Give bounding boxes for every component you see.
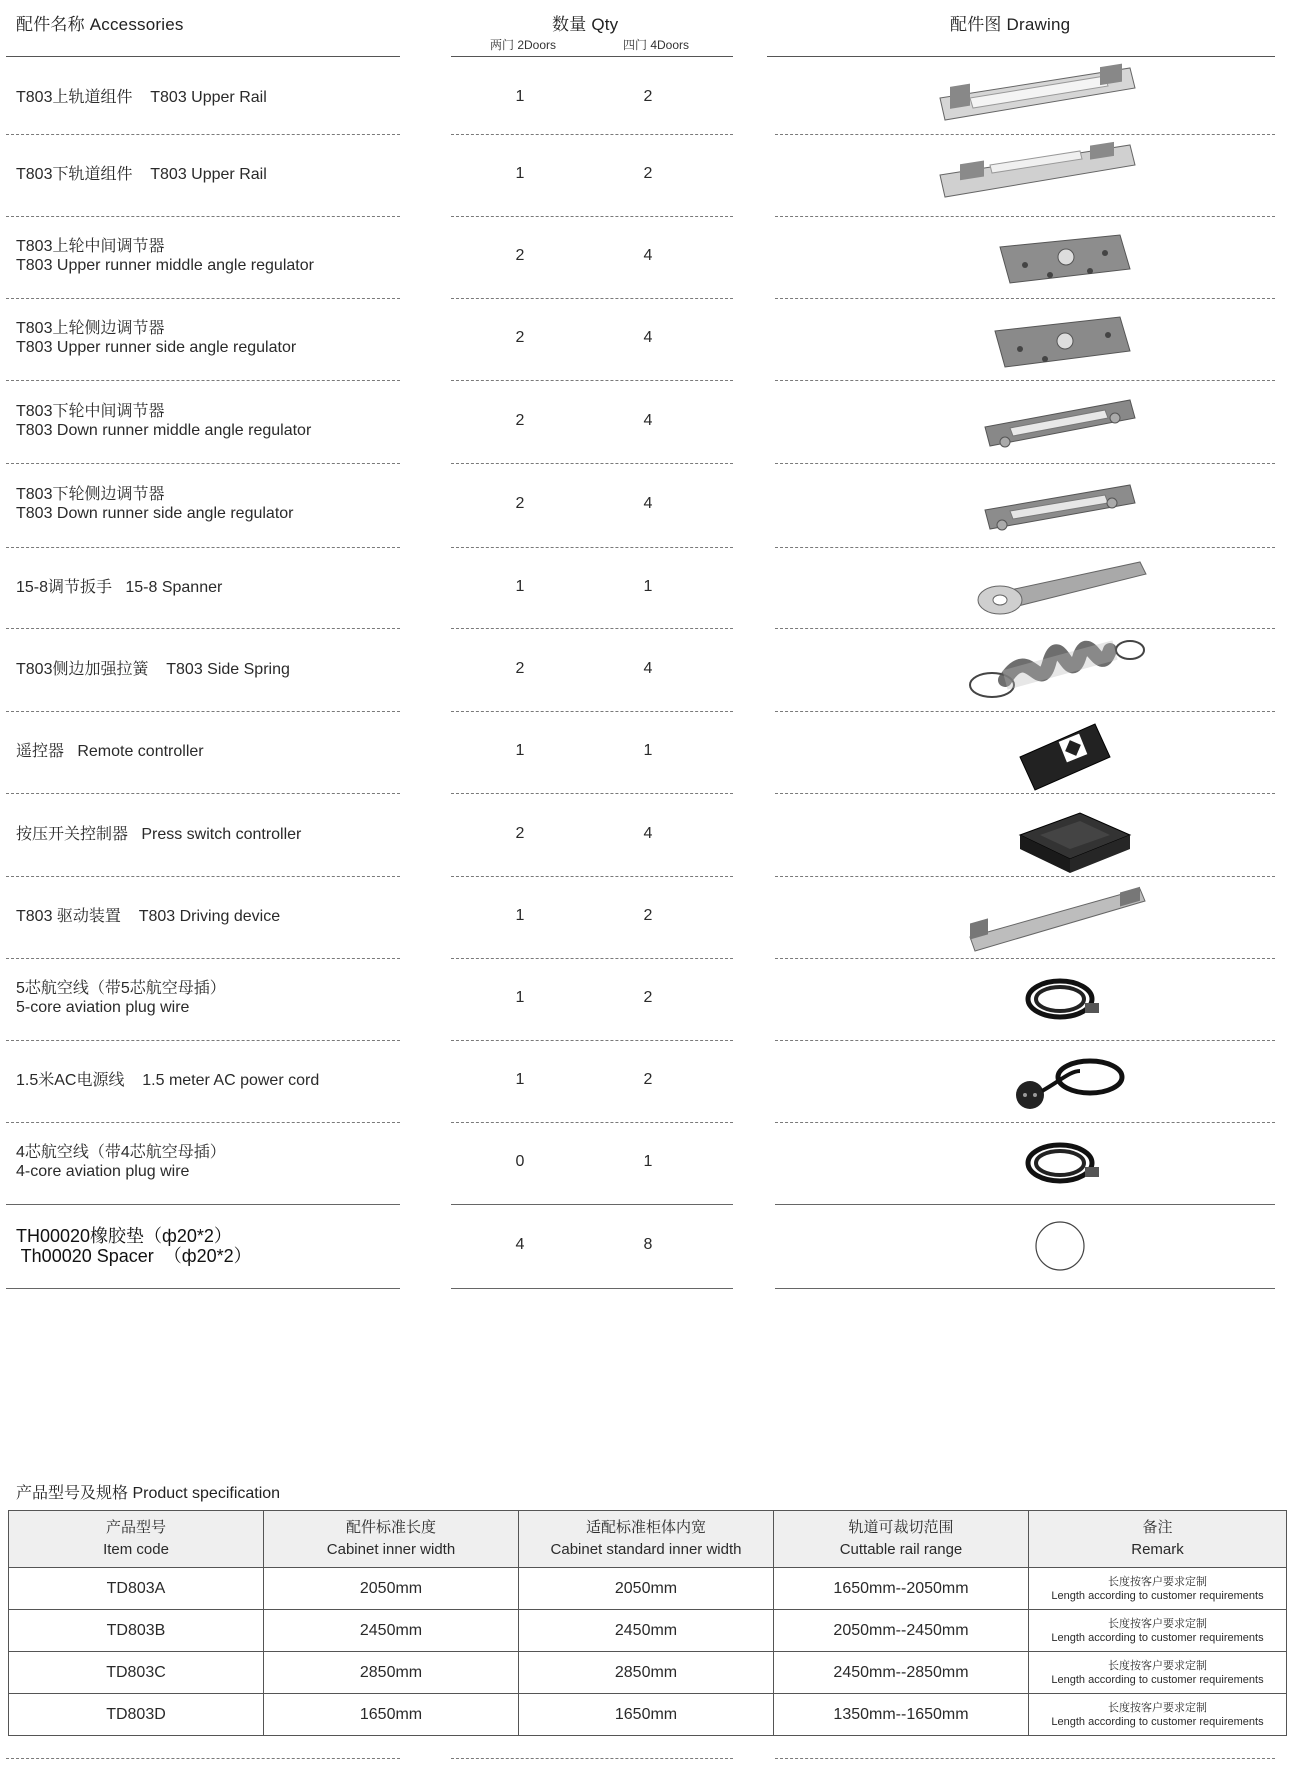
list-item bbox=[0, 628, 1300, 711]
row-separator-middle bbox=[451, 1288, 733, 1289]
cell-code: TD803B bbox=[9, 1610, 264, 1652]
spec-header-item-code: 产品型号 Item code bbox=[9, 1511, 264, 1568]
qty-four-doors: 1 bbox=[643, 1153, 653, 1170]
accessory-name bbox=[16, 578, 222, 597]
power-cord-icon bbox=[930, 1041, 1190, 1121]
upper-side-regulator-icon bbox=[930, 299, 1190, 379]
qty-four-doors: 1 bbox=[643, 742, 653, 759]
list-item bbox=[0, 711, 1300, 793]
qty-two-doors: 0 bbox=[515, 1153, 525, 1170]
spec-table bbox=[8, 1510, 1287, 1736]
qty-four-doors: 4 bbox=[643, 411, 653, 429]
accessory-name-en: T803 Upper runner middle angle regulator bbox=[16, 257, 314, 274]
qty-four-doors: 2 bbox=[643, 907, 653, 924]
accessory-name-cn: 15-8调节扳手 15-8 Spanner bbox=[16, 578, 223, 596]
accessory-name-cn: T803下轨道组件 T803 Upper Rail bbox=[16, 166, 267, 183]
header-rule-middle bbox=[451, 56, 733, 57]
upper-rail-icon bbox=[930, 58, 1190, 138]
cell-width: 2450mm bbox=[519, 1610, 774, 1652]
bottom-dash-middle bbox=[451, 1758, 733, 1759]
accessory-name bbox=[16, 88, 267, 107]
accessory-name bbox=[16, 319, 296, 357]
qty-four-doors: 1 bbox=[643, 577, 653, 595]
qty-two-doors: 1 bbox=[515, 742, 525, 759]
list-item bbox=[0, 876, 1300, 958]
remote-controller-icon bbox=[930, 712, 1190, 792]
accessory-name-cn: 按压开关控制器 Press switch controller bbox=[16, 825, 302, 843]
accessory-name-cn: T803下轮侧边调节器 bbox=[16, 486, 165, 503]
drawing-header: 配件图 Drawing bbox=[950, 15, 1071, 34]
qty-two-doors: 1 bbox=[515, 989, 525, 1006]
cell-remark: 长度按客户要求定制 Length according to customer requirements bbox=[1029, 1694, 1287, 1736]
list-item bbox=[0, 298, 1300, 380]
accessory-name bbox=[16, 237, 314, 275]
list-item bbox=[0, 1204, 1300, 1288]
qty-two-doors: 1 bbox=[515, 88, 525, 105]
list-item bbox=[0, 793, 1300, 876]
accessory-name bbox=[16, 1143, 226, 1181]
qty-two-doors: 2 bbox=[515, 824, 525, 842]
accessory-name-en: Th00020 Spacer （ф20*2） bbox=[16, 1246, 252, 1266]
accessory-name bbox=[16, 485, 294, 523]
bottom-dash-left bbox=[6, 1758, 400, 1759]
accessory-name-cn: T803上轨道组件 T803 Upper Rail bbox=[16, 89, 267, 106]
qty-four-doors: 4 bbox=[643, 659, 653, 677]
list-item bbox=[0, 216, 1300, 298]
cell-width: 1650mm bbox=[519, 1694, 774, 1736]
accessory-name bbox=[16, 402, 311, 440]
cell-width: 2050mm bbox=[519, 1568, 774, 1610]
accessory-name-cn: T803侧边加强拉簧 T803 Side Spring bbox=[16, 660, 290, 678]
qty-four-doors: 2 bbox=[643, 88, 653, 105]
four-doors-header: 四门 4Doors bbox=[623, 38, 690, 52]
cable-coil-icon bbox=[930, 1123, 1190, 1203]
qty-four-doors: 4 bbox=[643, 495, 653, 512]
two-doors-header: 两门 2Doors bbox=[490, 38, 557, 52]
header-rule-right bbox=[767, 56, 1275, 57]
accessory-name-en: T803 Upper runner side angle regulator bbox=[16, 339, 297, 356]
spec-header-range: 轨道可裁切范围 Cuttable rail range bbox=[774, 1511, 1029, 1568]
spacer-ring-icon bbox=[930, 1206, 1190, 1286]
cable-coil-icon bbox=[930, 959, 1190, 1039]
row-separator-left bbox=[6, 1288, 400, 1289]
cell-range: 1350mm--1650mm bbox=[774, 1694, 1029, 1736]
lower-rail-icon bbox=[930, 135, 1190, 215]
qty-two-doors: 2 bbox=[515, 411, 525, 429]
accessory-name bbox=[16, 165, 267, 184]
accessories-header: 配件名称 Accessories bbox=[16, 15, 184, 34]
qty-two-doors: 1 bbox=[515, 1071, 525, 1088]
header-rule-left bbox=[6, 56, 400, 57]
driving-device-icon bbox=[930, 877, 1190, 957]
list-item bbox=[0, 62, 1300, 134]
accessory-name-en: T803 Down runner side angle regulator bbox=[16, 505, 294, 522]
cell-length: 1650mm bbox=[264, 1694, 519, 1736]
qty-two-doors: 2 bbox=[515, 495, 525, 512]
qty-two-doors: 2 bbox=[515, 659, 525, 677]
cell-width: 2850mm bbox=[519, 1652, 774, 1694]
accessory-name-cn: T803上轮中间调节器 bbox=[16, 238, 165, 255]
accessory-name-cn: T803下轮中间调节器 bbox=[16, 402, 165, 420]
qty-two-doors: 2 bbox=[515, 247, 525, 264]
list-item bbox=[0, 547, 1300, 628]
spec-header-remark: 备注 Remark bbox=[1029, 1511, 1287, 1568]
spring-icon bbox=[930, 630, 1190, 710]
upper-middle-regulator-icon bbox=[930, 217, 1190, 297]
qty-four-doors: 4 bbox=[643, 824, 653, 842]
qty-four-doors: 2 bbox=[643, 989, 653, 1006]
cell-remark: 长度按客户要求定制 Length according to customer requirements bbox=[1029, 1568, 1287, 1610]
cell-length: 2450mm bbox=[264, 1610, 519, 1652]
accessory-name-en: 5-core aviation plug wire bbox=[16, 999, 190, 1016]
list-item bbox=[0, 1122, 1300, 1204]
spec-header-row bbox=[9, 1511, 1287, 1568]
qty-two-doors: 1 bbox=[515, 907, 525, 924]
accessory-name bbox=[16, 907, 280, 926]
table-row bbox=[9, 1568, 1287, 1610]
accessory-name-cn: T803 驱动装置 T803 Driving device bbox=[16, 908, 281, 925]
cell-range: 1650mm--2050mm bbox=[774, 1568, 1029, 1610]
accessory-name bbox=[16, 979, 226, 1017]
qty-header: 数量 Qty bbox=[552, 15, 619, 34]
accessory-name-cn: 5芯航空线（带5芯航空母插） bbox=[16, 980, 226, 997]
qty-two-doors: 1 bbox=[515, 165, 525, 182]
row-separator-right bbox=[775, 1288, 1275, 1289]
qty-four-doors: 8 bbox=[643, 1236, 653, 1253]
accessory-name-cn: 遥控器 Remote controller bbox=[16, 743, 204, 760]
cell-length: 2850mm bbox=[264, 1652, 519, 1694]
cell-remark: 长度按客户要求定制 Length according to customer requirements bbox=[1029, 1610, 1287, 1652]
cell-range: 2450mm--2850mm bbox=[774, 1652, 1029, 1694]
accessory-name-en: T803 Down runner middle angle regulator bbox=[16, 421, 312, 439]
cell-code: TD803C bbox=[9, 1652, 264, 1694]
accessory-name bbox=[16, 1226, 252, 1266]
table-row bbox=[9, 1694, 1287, 1736]
table-row bbox=[9, 1610, 1287, 1652]
bottom-dash-right bbox=[775, 1758, 1275, 1759]
press-switch-icon bbox=[930, 795, 1190, 875]
qty-four-doors: 4 bbox=[643, 247, 653, 264]
cell-range: 2050mm--2450mm bbox=[774, 1610, 1029, 1652]
cell-length: 2050mm bbox=[264, 1568, 519, 1610]
spec-header-width: 适配标准柜体内宽 Cabinet standard inner width bbox=[519, 1511, 774, 1568]
accessory-name-cn: T803上轮侧边调节器 bbox=[16, 320, 165, 337]
accessory-name-cn: 1.5米AC电源线 1.5 meter AC power cord bbox=[16, 1072, 320, 1089]
qty-four-doors: 2 bbox=[643, 165, 653, 182]
list-item bbox=[0, 1040, 1300, 1122]
accessory-name-en: 4-core aviation plug wire bbox=[16, 1163, 190, 1180]
spanner-icon bbox=[930, 548, 1190, 628]
down-side-regulator-icon bbox=[930, 465, 1190, 545]
list-item bbox=[0, 134, 1300, 216]
accessory-name bbox=[16, 660, 290, 679]
qty-four-doors: 2 bbox=[643, 1071, 653, 1088]
qty-two-doors: 1 bbox=[515, 577, 525, 595]
accessory-name-cn: 4芯航空线（带4芯航空母插） bbox=[16, 1144, 226, 1161]
cell-code: TD803D bbox=[9, 1694, 264, 1736]
qty-two-doors: 2 bbox=[515, 329, 525, 346]
table-row bbox=[9, 1652, 1287, 1694]
down-middle-regulator-icon bbox=[930, 382, 1190, 462]
spec-header-length: 配件标准长度 Cabinet inner width bbox=[264, 1511, 519, 1568]
list-item bbox=[0, 958, 1300, 1040]
spec-title: 产品型号及规格 Product specification bbox=[16, 1485, 281, 1502]
list-item bbox=[0, 380, 1300, 463]
cell-code: TD803A bbox=[9, 1568, 264, 1610]
accessory-name bbox=[16, 825, 301, 844]
qty-four-doors: 4 bbox=[643, 329, 653, 346]
accessory-name-cn: TH00020橡胶垫（ф20*2） bbox=[16, 1226, 232, 1246]
qty-two-doors: 4 bbox=[515, 1236, 525, 1253]
cell-remark: 长度按客户要求定制 Length according to customer requirements bbox=[1029, 1652, 1287, 1694]
accessory-name bbox=[16, 1071, 319, 1090]
list-item bbox=[0, 463, 1300, 547]
accessory-name bbox=[16, 742, 204, 761]
